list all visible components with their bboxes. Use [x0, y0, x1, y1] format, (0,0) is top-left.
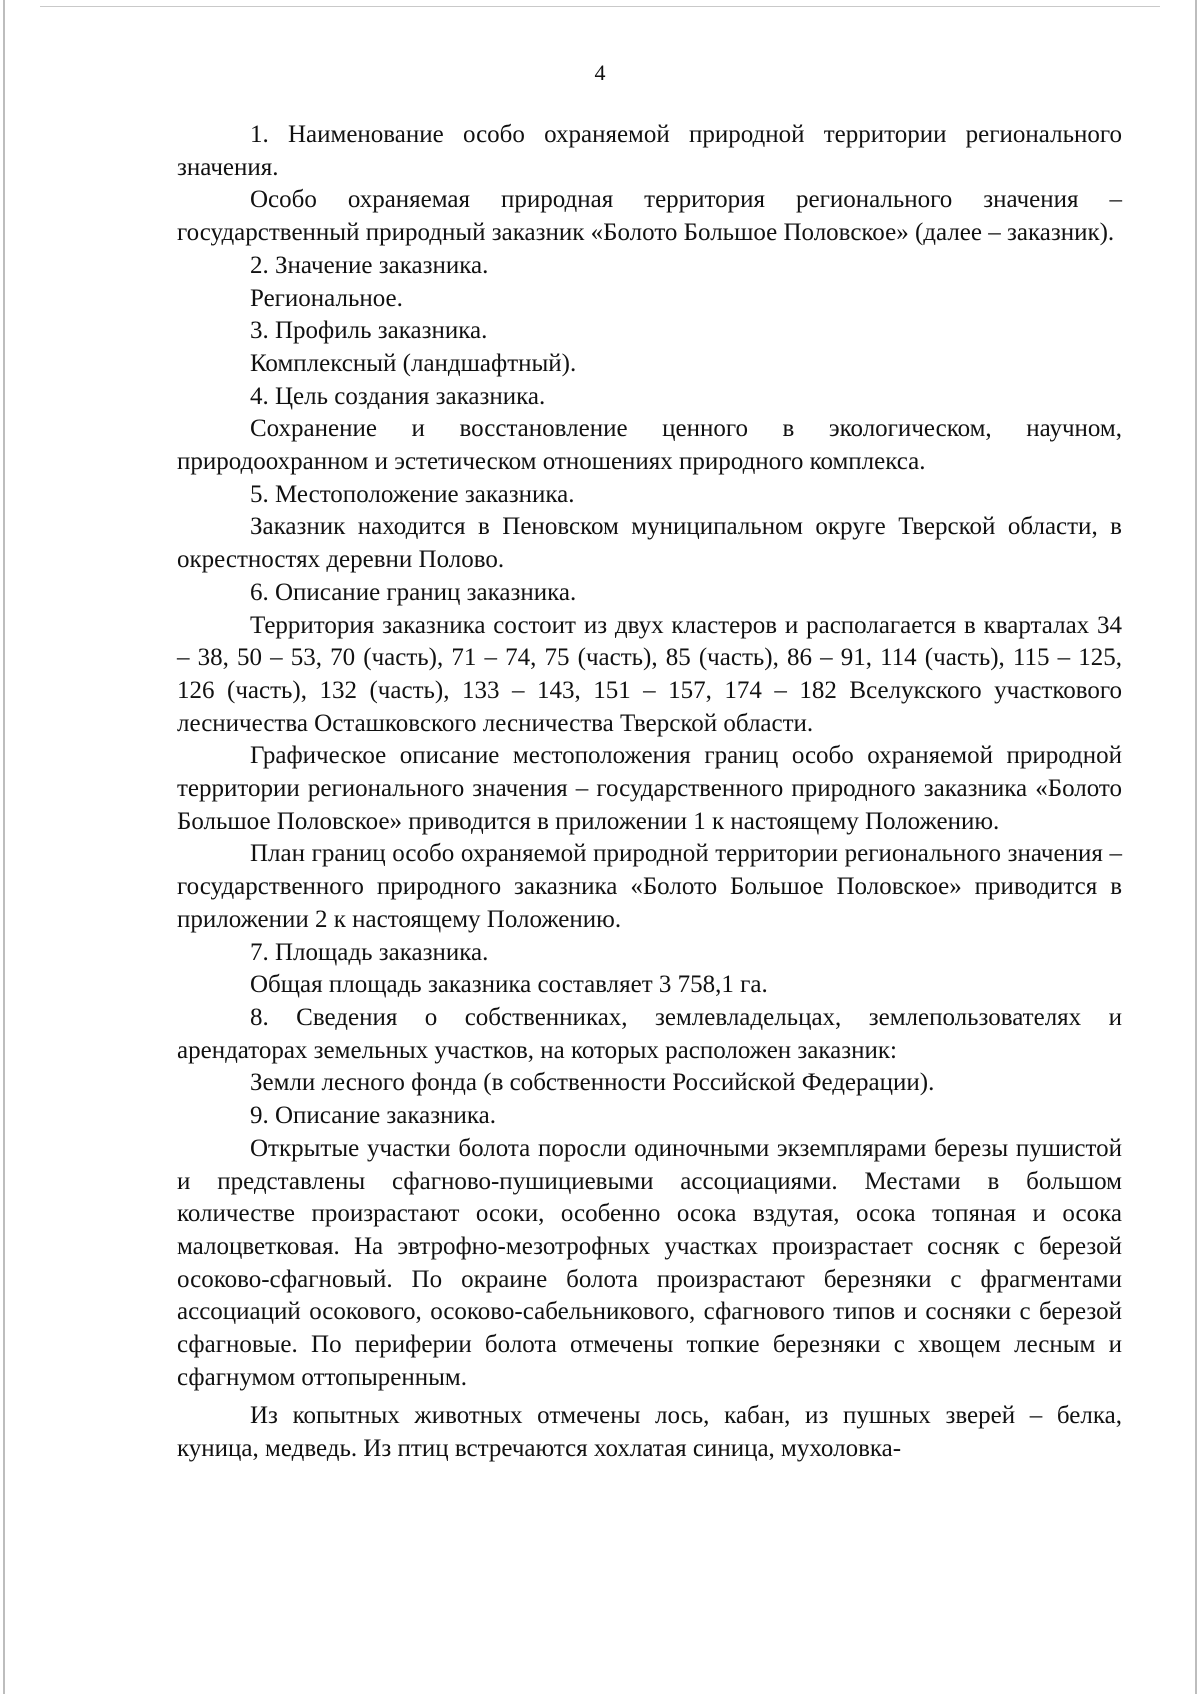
paragraph: Общая площадь заказника составляет 3 758,1 га. — [250, 971, 768, 999]
paragraph-section-5-heading: 5. Местоположение заказника. — [250, 480, 575, 508]
paragraph-section-3-heading: 3. Профиль заказника. — [250, 317, 488, 345]
paragraph: Заказник находится в Пеновском муниципальном округе Тверской области, в окрестностях деревни Полово. — [177, 513, 1122, 574]
paragraph: Особо охраняемая природная территория регионального значения – государственный природный заказник «Болото Большое Половское» (далее – заказник). — [177, 186, 1122, 247]
paragraph: Региональное. — [250, 284, 403, 312]
paragraph-section-7-heading: 7. Площадь заказника. — [250, 938, 489, 966]
paragraph: Земли лесного фонда (в собственности Российской Федерации). — [250, 1069, 935, 1097]
scan-edge-top — [40, 6, 1160, 7]
paragraph: Графическое описание местоположения границ особо охраняемой природной территории регионального значения – государственного природного заказника «Болото Большое Половское» приводится в приложении 1 к настоящему Положению. — [177, 742, 1122, 835]
paragraph: Открытые участки болота поросли одиночными экземплярами березы пушистой и представлены сфагново-пушициевыми ассоциациями. Местами в большом количестве произрастают осоки, особенно осока вздутая, осока топяная и осока малоцветковая. На эвтрофно-мезотрофных участках произрастает сосняк с березой осоково-сфагновый. По окраине болота произрастают березняки с фрагментами ассоциаций осокового, осоково-сабельникового, сфагнового типов и сосняки с березой сфагновые. По периферии болота отмечены топкие березняки с хвощем лесным и сфагнумом оттопыренным. — [177, 1134, 1122, 1391]
scan-edge-left — [3, 0, 5, 1694]
paragraph-section-9-heading: 9. Описание заказника. — [250, 1102, 496, 1130]
paragraph-section-4-heading: 4. Цель создания заказника. — [250, 382, 546, 410]
document-body — [177, 119, 1122, 1466]
paragraph-section-8-heading: 8. Сведения о собственниках, землевладельцах, землепользователях и арендаторах земельных участков, на которых расположен заказник: — [177, 1003, 1122, 1064]
paragraph-section-2-heading: 2. Значение заказника. — [250, 251, 489, 279]
paragraph-section-1-heading: 1. Наименование особо охраняемой природной территории регионального значения. — [177, 121, 1122, 181]
paragraph: Из копытных животных отмечены лось, кабан, из пушных зверей – белка, куница, медведь. Из птиц встречаются хохлатая синица, мухоловка- — [177, 1402, 1122, 1463]
paragraph-section-6-heading: 6. Описание границ заказника. — [250, 578, 577, 606]
page-number: 4 — [594, 60, 606, 85]
paragraph: Территория заказника состоит из двух кластеров и располагается в кварталах 34 – 38, 50 – 53, 70 (часть), 71 – 74, 75 (часть), 85 (часть), 86 – 91, 114 (часть), 115 – 125, 126 (часть), 132 (часть), 133 – 143, 151 – 157, 174 – 182 Вселукского участкового лесничества Осташковского лесничества Тверской области. — [177, 611, 1122, 737]
scan-edge-right — [1195, 0, 1197, 1694]
paragraph: План границ особо охраняемой природной территории регионального значения – государственного природного заказника «Болото Большое Половское» приводится в приложении 2 к настоящему Положению. — [177, 840, 1122, 933]
paragraph: Комплексный (ландшафтный). — [250, 349, 577, 377]
paragraph: Сохранение и восстановление ценного в экологическом, научном, природоохранном и эстетическом отношениях природного комплекса. — [177, 415, 1122, 476]
